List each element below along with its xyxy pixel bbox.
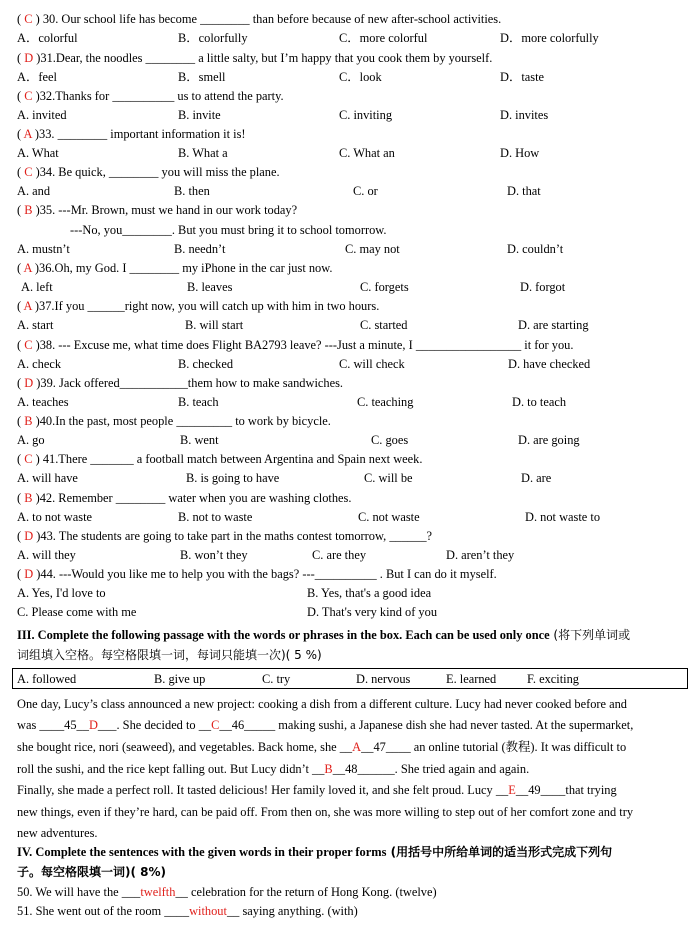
word-box-item: B. give up — [154, 672, 206, 686]
answer-letter: B — [24, 491, 33, 505]
answer-letter: A — [23, 299, 32, 313]
answer-option: C. will be — [364, 471, 413, 485]
answer-letter: C — [24, 89, 33, 103]
answer-option: B. What a — [178, 146, 228, 160]
answer-letter: A — [23, 261, 32, 275]
answer-letter: D — [24, 567, 34, 581]
answer-51: without — [189, 904, 227, 918]
answer-option: A．feel — [17, 70, 57, 84]
word-box-item: E. learned — [446, 672, 497, 686]
answer-option: C. What an — [339, 146, 395, 160]
answer-option: C．more colorful — [339, 31, 428, 45]
section-3-title-cn-a: (将下列单词或 — [549, 628, 631, 642]
answer-option: D. to teach — [512, 395, 567, 409]
answer-option: C．look — [339, 70, 382, 84]
question-stem: ( B )35. ---Mr. Brown, must we hand in our work today? — [17, 203, 298, 217]
answer-option: C. not waste — [358, 510, 420, 524]
sentence-50: 50. We will have the ___twelfth__ celebration for the return of Hong Kong. (twelve) — [17, 885, 437, 899]
answer-option: B. teach — [178, 395, 219, 409]
answer-option: B. leaves — [187, 280, 233, 294]
section-4-title-cont: 子。每空格限填一词)( 8%) — [17, 865, 167, 879]
answer-option: A. and — [17, 184, 51, 198]
answer-letter: B — [24, 203, 33, 217]
answer-option: B. invite — [178, 108, 221, 122]
answer-option: B. is going to have — [186, 471, 280, 485]
answer-option: C. may not — [345, 242, 400, 256]
section-4-title: IV. Complete the sentences with the given words in their proper forms (用括号中所给单词的适当形式完成下列句 — [17, 845, 613, 859]
word-box-item: D. nervous — [356, 672, 411, 686]
answer-option: C. Please come with me — [17, 605, 137, 619]
answer-option: D. invites — [500, 108, 549, 122]
answer-letter: D — [24, 376, 34, 390]
passage-line: Finally, she made a perfect roll. It tasted delicious! Her family loved it, and she felt proud. Lucy __E__49____that trying — [17, 783, 617, 797]
answer-option: A. What — [17, 146, 59, 160]
question-stem: ( C )34. Be quick, ________ you will miss the plane. — [17, 165, 280, 179]
answer-letter: D — [24, 51, 34, 65]
word-box-item: A. followed — [17, 672, 77, 686]
answer-option: B．colorfully — [178, 31, 248, 45]
passage-line: One day, Lucy’s class announced a new project: cooking a dish from a different culture. Lucy had never cooked before and — [17, 697, 628, 711]
answer-option: D. aren’t they — [446, 548, 515, 562]
answer-option: D. How — [500, 146, 540, 160]
answer-48: B — [324, 762, 333, 776]
answer-option: A. Yes, I'd love to — [17, 586, 106, 600]
answer-option: B. won’t they — [180, 548, 248, 562]
answer-option: A. left — [21, 280, 53, 294]
question-stem: ( D )44. ---Would you like me to help you with the bags? ---__________ . But I can do it myself. — [17, 567, 497, 581]
answer-option: A. to not waste — [17, 510, 93, 524]
answer-option: B. Yes, that's a good idea — [307, 586, 432, 600]
answer-option: C. forgets — [360, 280, 409, 294]
answer-option: C. or — [353, 184, 378, 198]
answer-option: A. will they — [17, 548, 76, 562]
answer-option: D. are — [521, 471, 552, 485]
answer-option: D. are going — [518, 433, 580, 447]
answer-option: A. will have — [17, 471, 78, 485]
sentence-51: 51. She went out of the room ____without__ saying anything. (with) — [17, 904, 358, 918]
word-box — [12, 668, 688, 689]
answer-letter: A — [23, 127, 32, 141]
answer-option: B. checked — [178, 357, 234, 371]
answer-option: A. teaches — [17, 395, 69, 409]
answer-option: D. not waste to — [525, 510, 601, 524]
answer-49: E — [508, 783, 516, 797]
answer-option: D. That's very kind of you — [307, 605, 438, 619]
answer-option: A．colorful — [17, 31, 78, 45]
answer-option: C. will check — [339, 357, 405, 371]
answer-option: D. forgot — [520, 280, 566, 294]
answer-option: B. went — [180, 433, 219, 447]
answer-option: D. are starting — [518, 318, 589, 332]
passage-line: roll the sushi, and the rice kept falling out. But Lucy didn’t __B__48______. She tried again and again. — [17, 762, 530, 776]
answer-option: C. started — [360, 318, 408, 332]
section-3-title-en: III. Complete the following passage with the words or phrases in the box. Each can be used only once — [17, 628, 550, 642]
question-stem: ( B )40.In the past, most people _________ to work by bicycle. — [17, 414, 331, 428]
answer-letter: D — [24, 529, 34, 543]
answer-option: D．taste — [500, 70, 545, 84]
question-stem: ( B )42. Remember ________ water when you are washing clothes. — [17, 491, 352, 505]
word-box-item: F. exciting — [527, 672, 580, 686]
passage-line: was ____45__D___. She decided to __C__46_____ making sushi, a Japanese dish she had never tasted. At the supermarket, — [17, 718, 634, 732]
answer-option: C. teaching — [357, 395, 414, 409]
question-stem: ( D )31.Dear, the noodles ________ a little salty, but I’m happy that you cook them by yourself. — [17, 51, 493, 65]
question-stem: ( A )36.Oh, my God. I ________ my iPhone in the car just now. — [17, 261, 333, 275]
answer-option: C. are they — [312, 548, 367, 562]
answer-option: A. go — [17, 433, 45, 447]
answer-option: A. invited — [17, 108, 67, 122]
answer-45: D — [88, 718, 98, 732]
answer-option: B．smell — [178, 70, 226, 84]
answer-letter: C — [24, 452, 33, 466]
question-stem: ( D )43. The students are going to take part in the maths contest tomorrow, ______? — [17, 529, 433, 543]
question-stem: ( D )39. Jack offered___________them how to make sandwiches. — [17, 376, 343, 390]
answer-option: B. will start — [185, 318, 244, 332]
passage-line: new things, even if they’re hard, can be paid off. From then on, she was more willing to step out of her comfort zone and try — [17, 805, 634, 819]
question-stem: ( C ) 41.There _______ a football match between Argentina and Spain next week. — [17, 452, 423, 466]
word-box-item: C. try — [262, 672, 291, 686]
answer-46: C — [211, 718, 220, 732]
question-reply-line: ---No, you________. But you must bring it to school tomorrow. — [70, 223, 387, 237]
answer-option: B. not to waste — [178, 510, 253, 524]
answer-option: B. needn’t — [174, 242, 226, 256]
answer-47: A — [352, 740, 362, 754]
answer-letter: C — [24, 165, 33, 179]
answer-option: D. that — [507, 184, 541, 198]
answer-option: B. then — [174, 184, 210, 198]
answer-option: D. have checked — [508, 357, 591, 371]
section-3-title-cn-b: 词组填入空格。每空格限填一词，每词只能填一次)( 5 %) — [17, 648, 322, 662]
answer-option: C. goes — [371, 433, 409, 447]
question-stem: ( C )38. --- Excuse me, what time does Flight BA2793 leave? ---Just a minute, I _________________ it for you. — [17, 338, 574, 352]
passage-line: new adventures. — [17, 826, 98, 840]
answer-option: A. mustn’t — [17, 242, 70, 256]
answer-letter: B — [24, 414, 33, 428]
question-stem: ( A )37.If you ______right now, you will catch up with him in two hours. — [17, 299, 380, 313]
answer-option: A. check — [17, 357, 62, 371]
answer-option: D. couldn’t — [507, 242, 564, 256]
answer-50: twelfth — [140, 885, 176, 899]
passage-line: she bought rice, nori (seaweed), and vegetables. Back home, she __A__47____ an online tutorial (教程). It was difficult to — [17, 740, 627, 754]
question-stem: ( C )32.Thanks for __________ us to attend the party. — [17, 89, 284, 103]
question-stem: ( C ) 30. Our school life has become ________ than before because of new after-school activities. — [17, 12, 502, 26]
answer-option: D．more colorfully — [500, 31, 599, 45]
answer-letter: C — [24, 338, 33, 352]
answer-option: A. start — [17, 318, 54, 332]
answer-letter: C — [24, 12, 33, 26]
question-stem: ( A )33. ________ important information it is! — [17, 127, 246, 141]
answer-option: C. inviting — [339, 108, 393, 122]
